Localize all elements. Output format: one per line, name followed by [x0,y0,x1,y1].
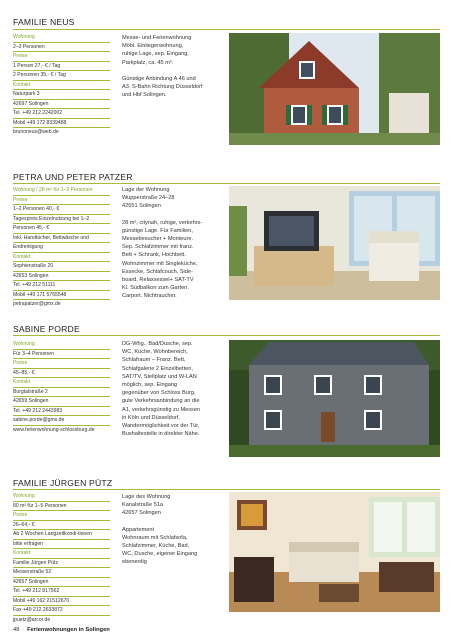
info-value: Naturpark 3 [13,90,110,100]
description-paragraph: Lage der Wohnung Wupperstraße 24–28 42651 Solingen [122,187,175,210]
description-paragraph: 28 m², citynah, ruhige, verkehrs- günstige Lage. Für Familien, Messebesucher + Monteure. Sep. Schlafzimmer mit franz. Bett + Schrank, Hochbett. Wohnzimmer mit Singleküche, Essecke, Schlafcouch, Side- board, Relaxsessel+ SAT-TV Kl. Südbalkon zum Garten. Carport. Nichtraucher. [122,219,203,300]
info-email[interactable]: jpuetz@arcor.de [13,616,51,623]
info-column [13,186,110,309]
title-rule [13,335,440,336]
info-value: Tel. +49 212 51111 [13,281,110,291]
description-column [122,340,222,446]
title-rule [13,183,440,184]
living-room-photo [229,186,440,300]
info-label: Kontakt [13,549,110,559]
description-column [122,493,222,575]
info-value: 42653 Solingen [13,272,110,282]
info-value: 2 Personen 35,- € / Tag [13,71,110,81]
listing-title: FAMILIE JÜRGEN PÜTZ [13,478,113,488]
description-paragraph: DG-Whg., Bad/Dusche, sep. WC, Küche, Wohnbereich, Schlafraum – Franz. Bett, Schlafgalerie 2 Einzelbetten, SAT/TV, Stellplatz und W-LAN möglich, sep. Eingang gegenüber von Schloss Burg, gute Verkehrsanbindung an die A1, verkehrsgünstig zu Messen in Köln und Düsseldorf, Wandermöglichkeit vor der Tür, Bushaltestelle in direkter Nähe. [122,341,201,438]
listing-title: PETRA UND PETER PATZER [13,172,133,182]
info-value: Fax +49 212 2633872 [13,606,110,616]
info-value: 1 Person 27,- € / Tag [13,62,110,72]
description-column [122,34,222,107]
info-label: Preise [13,359,110,369]
page-footer [13,627,110,633]
apartment-photo [229,492,440,612]
info-column [13,33,110,137]
description-column [122,186,222,309]
info-value: Tagespreis Einzelnutzung bei 1–2 [13,215,110,225]
title-rule [13,489,440,490]
info-value: 80 m² für 1–5 Personen [13,502,110,512]
info-label: Wohnung / 28 m² für 1–3 Personen [13,186,110,196]
footer-title: Ferienwohnungen in Solingen [27,627,110,633]
info-label: Kontakt [13,253,110,263]
description-paragraph: Lage des Wohnung Kanalstraße 51a 42657 Solingen [122,494,171,517]
info-value: 45–85,- € [13,369,110,379]
info-value: Tel. +49 212 2242002 [13,109,110,119]
info-website[interactable]: www.ferienwohnung-schlossburg.de [13,426,95,433]
info-label: Preise [13,196,110,206]
info-label: Preise [13,511,110,521]
info-value: Familie Jürgen Pütz [13,559,110,569]
info-value: 2–3 Personen [13,43,110,53]
description-paragraph: Messe- und Ferienwohnung Möbl. Einliegerwohnung, ruhige Lage, sep. Eingang, Parkplatz, ca. 45 m². [122,35,192,66]
house-photo [229,33,440,145]
info-column [13,492,110,624]
info-value: 1–2 Personen 40,- € [13,205,110,215]
info-value: 42697 Solingen [13,100,110,110]
info-email[interactable]: petrapatzer@gmx.de [13,301,61,307]
description-paragraph: Appartement Wohnraum mit Schlafsofa, Schlafzimmer, Küche, Bad, WC, Dusche, eigener Eingang ebenerdig [122,526,198,566]
info-value: Mobil +49 172 8339488 [13,119,110,129]
info-value: 26–64,- € [13,521,110,531]
description-paragraph: Günstige Anbindung A 46 und A3. S-Bahn Richtung Düsseldorf und Hbf Solingen. [122,75,203,99]
listing-title: FAMILIE NEUS [13,17,75,27]
house-photo [229,340,440,457]
info-value: Endreinigung [13,243,110,253]
title-rule [13,29,440,30]
info-value: Personen 45,- € [13,224,110,234]
info-value: Tel. +49 212 817562 [13,587,110,597]
info-label: Kontakt [13,378,110,388]
info-value: bitte erfragen [13,540,110,550]
info-value: 42657 Solingen [13,578,110,588]
info-value: Inkl. Handtücher, Bettwäsche und [13,234,110,244]
listing-title: SABINE PORDE [13,324,80,334]
info-value: Tel. +49 212 2443983 [13,407,110,417]
info-email[interactable]: sabine.porde@gmx.de [13,416,110,426]
info-value: Mobil +49 171 5765548 [13,291,110,301]
info-label: Wohnung [13,340,110,350]
info-value: Messerstraße 52 [13,568,110,578]
info-value: 42659 Solingen [13,397,110,407]
info-value: Für 3–4 Personen [13,350,110,360]
info-value: Sophienstraße 20 [13,262,110,272]
info-label: Wohnung [13,492,110,502]
info-label: Wohnung [13,33,110,43]
info-email[interactable]: brunoneus@web.de [13,129,59,135]
info-label: Kontakt [13,81,110,91]
info-value: Burgtalstraße 2 [13,388,110,398]
page-number: 48 [13,627,20,633]
info-value: Ab 2 Wochen Langzeitkondi-tionen [13,530,110,540]
info-value: Mobil +49 162 21512670 [13,597,110,607]
info-label: Preise [13,52,110,62]
info-column [13,340,110,434]
